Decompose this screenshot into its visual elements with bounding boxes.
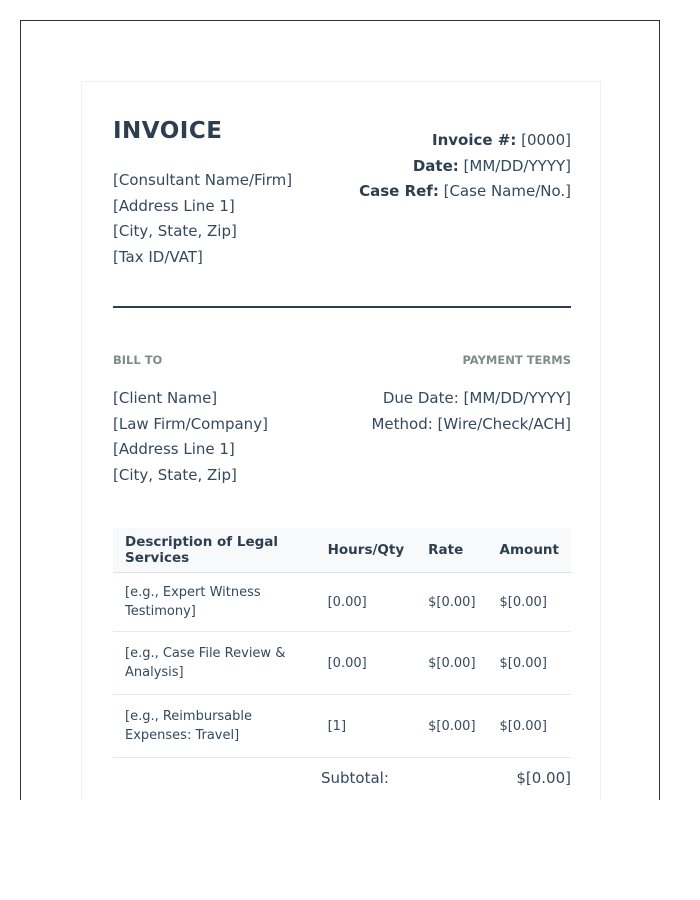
invoice-number [359,128,571,154]
payment-terms-label: PAYMENT TERMS [462,353,571,367]
header-divider [113,306,571,308]
invoice-date-value: [MM/DD/YYYY] [463,156,571,175]
row-hours: [1] [316,695,417,758]
invoice-number-value: [0000] [521,131,571,149]
services-table [113,528,571,758]
payment-terms-info [371,386,571,437]
consultant-address: [Address Line 1] [113,196,235,215]
row-description: [e.g., Reimbursable Expenses: Travel] [113,695,316,758]
table-row [113,573,571,632]
client-company: [Law Firm/Company] [113,414,268,433]
row-hours: [0.00] [316,573,417,632]
client-name: [Client Name] [113,389,218,407]
row-amount: $[0.00] [488,573,571,632]
row-rate: $[0.00] [416,573,487,632]
row-description: [e.g., Case File Review & Analysis] [113,632,316,695]
bill-to-label: BILL TO [113,353,163,367]
payment-method: Method: [Wire/Check/ACH] [371,414,571,433]
row-rate: $[0.00] [416,632,487,695]
subtotal-value: $[0.00] [516,769,571,787]
invoice-meta [359,128,571,205]
invoice-date [359,154,571,180]
document-page [20,20,660,800]
header-description: Description of Legal Services [113,528,316,573]
row-hours: [0.00] [316,632,417,695]
row-description: [e.g., Expert Witness Testimony] [113,573,316,632]
case-ref-value: [Case Name/No.] [443,182,571,200]
table-row [113,695,571,758]
table-header-row [113,528,571,573]
case-ref-label: Case Ref: [359,182,439,200]
invoice-date-label: Date: [412,156,459,175]
row-amount: $[0.00] [488,695,571,758]
consultant-info [113,168,292,270]
consultant-name: [Consultant Name/Firm] [113,171,293,189]
invoice-card [81,81,601,800]
client-address: [Address Line 1] [113,440,235,458]
case-ref [359,179,571,205]
invoice-header [113,118,571,308]
client-city: [City, State, Zip] [113,465,237,484]
invoice-title: INVOICE [113,118,223,144]
row-amount: $[0.00] [488,632,571,695]
invoice-content [113,118,571,787]
row-rate: $[0.00] [416,695,487,758]
invoice-number-label: Invoice #: [431,131,517,149]
header-rate: Rate [416,528,487,573]
due-date: Due Date: [MM/DD/YYYY] [382,389,571,407]
table-row [113,632,571,695]
consultant-tax-id: [Tax ID/VAT] [113,247,203,266]
header-amount: Amount [488,528,571,573]
bill-to-info [113,386,268,488]
consultant-city: [City, State, Zip] [113,222,237,240]
header-hours: Hours/Qty [316,528,417,573]
subtotal-label: Subtotal: [321,769,389,787]
